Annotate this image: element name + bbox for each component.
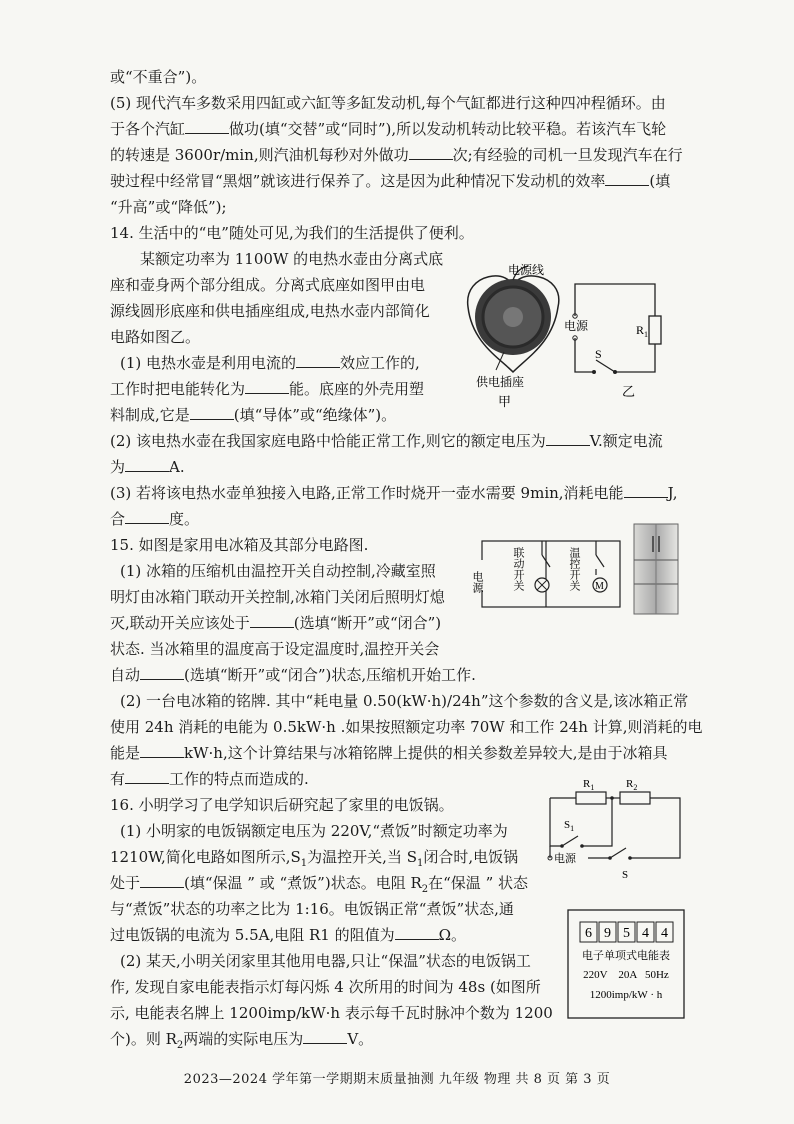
q13-5-line3: 的转速是 3600r/min,则汽油机每秒对外做功 次;有经验的司机一旦发现汽车在行 — [110, 146, 683, 164]
answer-blank — [245, 379, 289, 394]
q15-part1-line5: 自动 (选填“断开”或“闭合”)状态,压缩机开始工作. — [110, 666, 476, 684]
q14-part3-line2: 合 度。 — [110, 510, 200, 528]
label-switch-s: S — [595, 347, 602, 361]
q15-part2-line2: 使用 24h 消耗的电能为 0.5kW·h .如果按照额定功率 70W 和工作 24h 计算,则消耗的电 — [110, 718, 703, 736]
q14-part1-line3: 料制成,它是 (填“导体”或“绝缘体”)。 — [110, 406, 397, 424]
q15-part1-line4: 状态. 当冰箱里的温度高于设定温度时,温控开关会 — [110, 640, 440, 658]
q16-part1-line2: 1210W,简化电路如图所示$,S_1$为温控开关,当 $S_1$闭合时,电饭锅 — [110, 848, 519, 869]
q14-part1-line2: 工作时把电能转化为 能。底座的外壳用塑 — [110, 380, 425, 398]
figure-rice-cooker-circuit — [540, 776, 690, 886]
q15-part1-line2: 明灯由冰箱门联动开关控制,冰箱门关闭后照明灯熄 — [110, 588, 445, 606]
page-footer: 2023—2024 学年第一学期期末质量抽测 九年级 物理 共 8 页 第 3 页 — [183, 1072, 611, 1087]
q14-title: 14. 生活中的“电”随处可见,为我们的生活提供了便利。 — [110, 224, 474, 242]
label-power-source: 电源 — [564, 319, 589, 333]
q16-part2-line1: (2) 某天,小明关闭家里其他用电器,只让“保温”状态的电饭锅工 — [120, 952, 531, 970]
q14-intro-3: 源线圆形底座和供电插座组成,电热水壶内部简化 — [110, 302, 430, 320]
q13-5-line2: 于各个汽缸 做功(填“交替”或“同时”),所以发动机转动比较平稳。若该汽车飞轮 — [110, 120, 667, 138]
answer-blank — [190, 405, 234, 420]
electric-meter — [566, 908, 686, 1020]
meter-imp: 1200imp/kW · h — [589, 989, 663, 1001]
meter-digit: 4 — [661, 926, 668, 941]
q13-5-line5: “升高”或“降低”); — [110, 198, 227, 216]
fridge-image — [632, 522, 682, 617]
q14-part3-line1: (3) 若将该电热水壶单独接入电路,正常工作时烧开一壶水需要 9min,消耗电能 J, — [110, 484, 678, 502]
answer-blank — [185, 119, 229, 134]
q16-part1-line4: 与“煮饭”状态的功率之比为 1:16。电饭锅正常“煮饭”状态,通 — [110, 900, 514, 918]
label-supply-socket: 供电插座 — [476, 375, 525, 389]
q15-part1-line1: (1) 冰箱的压缩机由温控开关自动控制,冷藏室照 — [120, 562, 436, 580]
q15-part2-line3: 能是 kW·h,这个计算结果与冰箱铭牌上提供的相关参数差异较大,是由于冰箱具 — [110, 744, 668, 762]
q13-5-line4: 驶过程中经常冒“黑烟”就该进行保养了。这是因为此种情况下发动机的效率 (填 — [110, 172, 671, 190]
meter-digits — [580, 922, 673, 942]
answer-blank — [125, 509, 169, 524]
q15-part1-line3: 灭,联动开关应该处于 (选填“断开”或“闭合”) — [110, 614, 442, 632]
motor-icon: M — [595, 581, 604, 592]
label-power-cord: 电源线 — [508, 263, 545, 277]
figure-fridge-circuit — [471, 535, 626, 615]
q15-part2-line1: (2) 一台电冰箱的铭牌. 其中“耗电量 0.50(kW·h)/24h”这个参数的含义是,该冰箱正常 — [120, 692, 689, 710]
label-r2: $R_2$ — [626, 778, 638, 792]
q16-part1-line5: 过电饭锅的电流为 5.5A,电阻 R1 的阻值为 Ω。 — [110, 926, 467, 944]
q14-part2-line1: (2) 该电热水壶在我国家庭电路中恰能正常工作,则它的额定电压为 V.额定电流 — [110, 432, 663, 450]
q16-part2-line3: 示, 电能表名牌上 1200imp/kW·h 表示每千瓦时脉冲个数为 1200 — [110, 1004, 553, 1022]
q16-part1-line1: (1) 小明家的电饭锅额定电压为 220V,“煮饭”时额定功率为 — [120, 822, 508, 840]
answer-blank — [250, 613, 294, 628]
label-cooker-power: 电源 — [554, 853, 576, 865]
q14-part2-line2: 为 A. — [110, 458, 185, 476]
answer-blank — [296, 353, 340, 368]
label-door-switch: 联动开关 — [512, 547, 524, 591]
label-r1: $R_1$ — [636, 323, 649, 339]
answer-blank — [546, 431, 590, 446]
q16-part1-line3: 处于 (填“保温 ” 或 “煮饭”)状态。电阻 $R_2$在“保温 ” 状态 — [110, 874, 529, 895]
q13-5-line1: (5) 现代汽车多数采用四缸或六缸等多缸发动机,每个气缸都进行这种四冲程循环。由 — [110, 94, 666, 112]
q15-title: 15. 如图是家用电冰箱及其部分电路图. — [110, 536, 369, 554]
label-s1: $S_1$ — [564, 819, 575, 833]
q14-intro-4: 电路如图乙。 — [110, 328, 201, 346]
meter-digit: 6 — [585, 926, 592, 941]
answer-blank — [140, 665, 184, 680]
label-switch-s: S — [622, 869, 629, 881]
q16-title: 16. 小明学习了电学知识后研究起了家里的电饭锅。 — [110, 796, 454, 814]
caption-jia: 甲 — [498, 394, 512, 409]
label-temp-switch: 温控开关 — [568, 547, 580, 591]
meter-digit: 4 — [642, 926, 649, 941]
figure-kettle-base — [458, 262, 568, 412]
meter-digit: 9 — [604, 926, 611, 941]
answer-blank — [125, 457, 169, 472]
answer-blank — [395, 925, 439, 940]
q15-part2-line4: 有 工作的特点而造成的. — [110, 770, 309, 788]
answer-blank — [303, 1029, 347, 1044]
answer-blank — [409, 145, 453, 160]
answer-blank — [624, 483, 668, 498]
q16-part2-line2: 作, 发现自家电能表指示灯每闪烁 4 次所用的时间为 48s (如图所 — [110, 978, 541, 996]
answer-blank — [140, 743, 184, 758]
meter-specs: 220V 20A 50Hz — [583, 969, 669, 981]
label-r1: $R_1$ — [583, 778, 595, 792]
answer-blank — [140, 873, 184, 888]
q16-part2-line4: 个)。则 $R_2$两端的实际电压为 V。 — [110, 1030, 374, 1051]
answer-blank — [125, 769, 169, 784]
label-fridge-power: 电源 — [471, 571, 483, 593]
q14-part1-line1: (1) 电热水壶是利用电流的 效应工作的, — [120, 354, 420, 372]
meter-name: 电子单项式电能表 — [582, 950, 670, 962]
q14-intro-2: 座和壶身两个部分组成。分离式底座如图甲由电 — [110, 276, 426, 294]
q13-tail-line: 或“不重合”)。 — [110, 68, 207, 86]
q14-intro-1: 某额定功率为 1100W 的电热水壶由分离式底 — [140, 250, 444, 268]
answer-blank — [605, 171, 649, 186]
caption-yi: 乙 — [622, 384, 636, 399]
meter-digit: 5 — [623, 926, 630, 941]
figure-kettle-circuit — [560, 276, 670, 406]
